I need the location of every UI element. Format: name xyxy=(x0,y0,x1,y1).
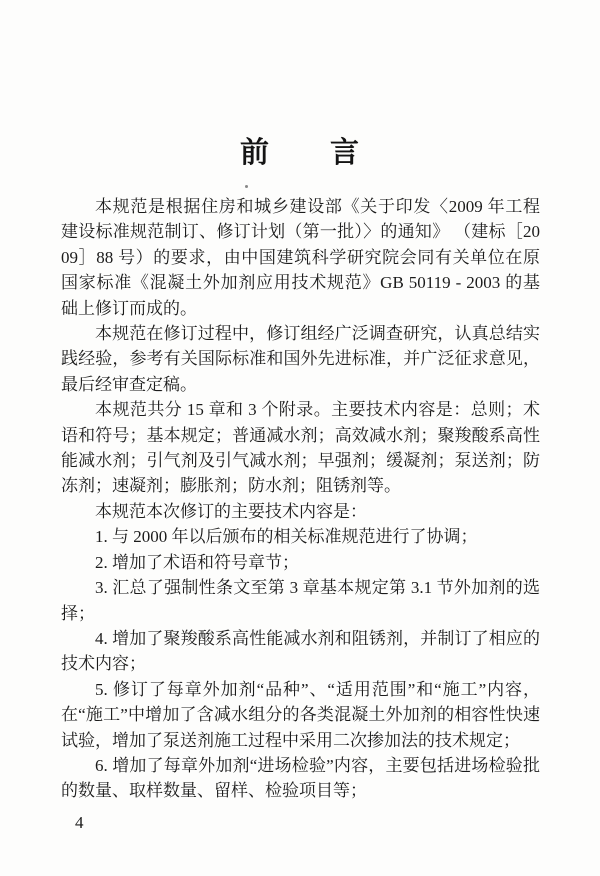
revision-item-5: 5. 修订了每章外加剂“品种”、“适用范围”和“施工”内容，在“施工”中增加了含减水组分的各类混凝土外加剂的相容性快速试验，增加了泵送剂施工过程中采用二次掺加法的技术规定； xyxy=(61,679,540,750)
revision-item-4: 4. 增加了聚羧酸系高性能减水剂和阻锈剂，并制订了相应的技术内容； xyxy=(61,628,540,674)
revision-item-6: 6. 增加了每章外加剂“进场检验”内容，主要包括进场检验批的数量、取样数量、留样、检验项目等； xyxy=(61,755,540,801)
paragraph-contents-overview: 本规范共分 15 章和 3 个附录。主要技术内容是：总则；术语和符号；基本规定；普通减水剂；高效减水剂；聚羧酸系高性能减水剂；引气剂及引气减水剂；早强剂；缓凝剂；泵送剂；防冻剂；速凝剂；膨胀剂；防水剂；阻锈剂等。 xyxy=(61,400,540,496)
paragraph-source-notice: 本规范是根据住房和城乡建设部《关于印发〈2009 年工程建设标准规范制订、修订计划（第一批）〉的通知》 （建标［2009］88 号）的要求，由中国建筑科学研究院会同有关单位在原国家标准《混凝土外加剂应用技术规范》GB 50119 - 2003 的基础上修订而成的。 xyxy=(61,197,540,318)
revision-item-2: 2. 增加了术语和符号章节； xyxy=(95,552,299,572)
paragraph-revision-process: 本规范在修订过程中，修订组经广泛调查研究，认真总结实践经验，参考有关国际标准和国外先进标准，并广泛征求意见，最后经审查定稿。 xyxy=(61,324,540,394)
page-number: 4 xyxy=(75,813,84,832)
paragraph-revision-intro: 本规范本次修订的主要技术内容是： xyxy=(95,501,367,521)
page-title: 前 言 xyxy=(239,137,360,169)
document-body xyxy=(61,194,540,804)
revision-item-3: 3. 汇总了强制性条文至第 3 章基本规定第 3.1 节外加剂的选择； xyxy=(61,578,540,623)
print-artifact-dot xyxy=(245,185,248,188)
revision-item-1: 1. 与 2000 年以后颁布的相关标准规范进行了协调； xyxy=(95,527,478,547)
